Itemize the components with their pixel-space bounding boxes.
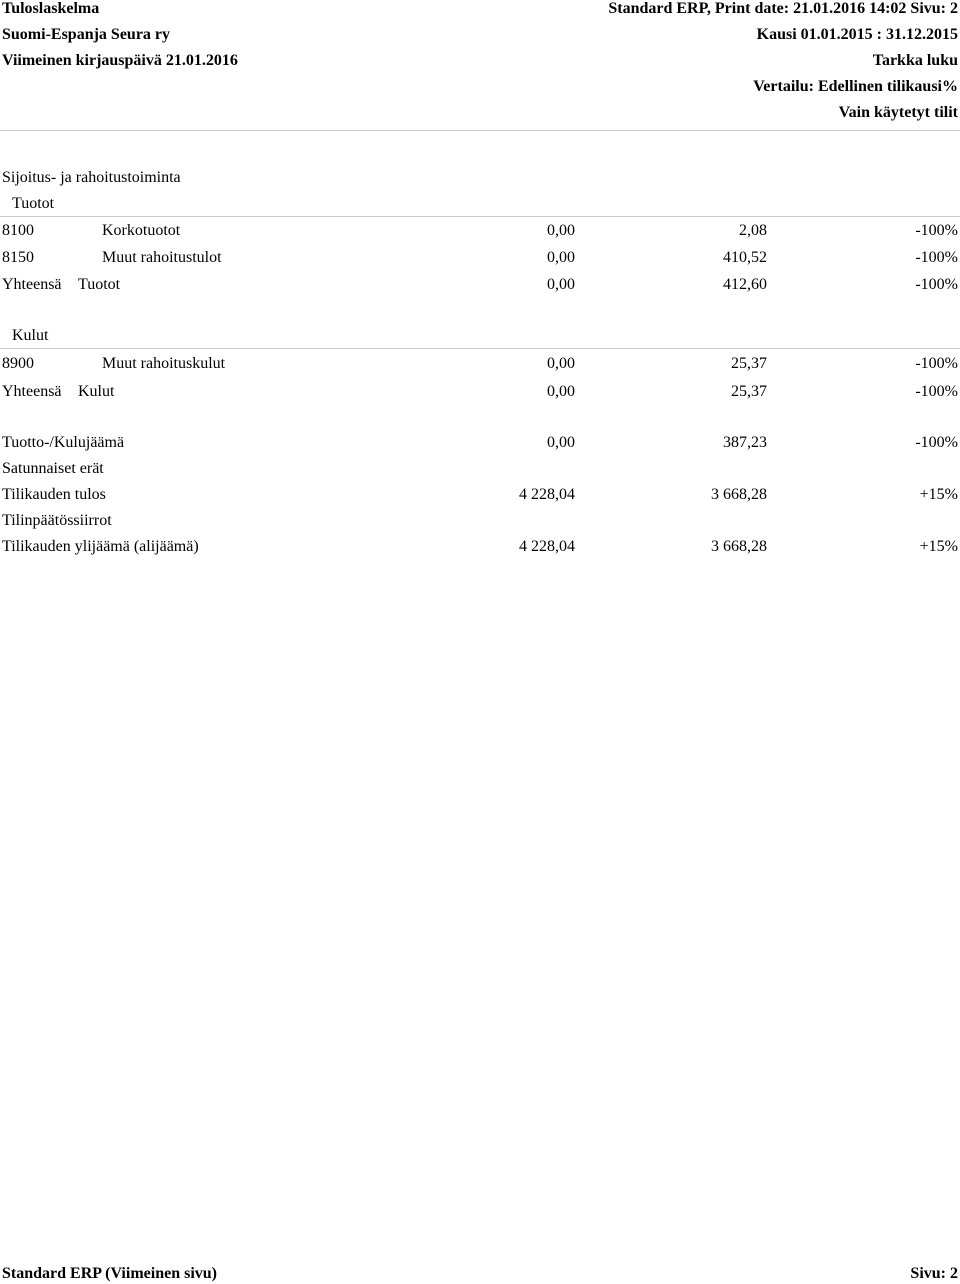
change-percent: -100%: [915, 222, 958, 239]
report-title: Tuloslaskelma: [2, 0, 100, 17]
summary-label: Tilinpäätössiirrot: [2, 512, 112, 529]
previous-value: 2,08: [739, 222, 767, 239]
expenses-divider: [0, 348, 960, 349]
account-name: Korkotuotot: [102, 222, 181, 239]
expenses-heading: Kulut: [12, 327, 49, 344]
total-label: Yhteensä: [2, 383, 62, 400]
total-change: -100%: [915, 276, 958, 293]
current-value: 0,00: [547, 249, 575, 266]
current-value: 0,00: [547, 355, 575, 372]
change-percent: -100%: [915, 249, 958, 266]
total-current: 0,00: [547, 276, 575, 293]
summary-label: Tilikauden ylijäämä (alijäämä): [2, 538, 199, 555]
previous-value: 410,52: [723, 249, 767, 266]
summary-previous: 387,23: [723, 434, 767, 451]
account-code: 8150: [2, 249, 34, 266]
total-previous: 25,37: [731, 383, 767, 400]
precision: Tarkka luku: [872, 52, 958, 69]
total-current: 0,00: [547, 383, 575, 400]
footer-page-number: Sivu: 2: [910, 1265, 958, 1282]
change-percent: -100%: [915, 355, 958, 372]
income-divider: [0, 216, 960, 217]
income-heading: Tuotot: [12, 195, 55, 212]
summary-previous: 3 668,28: [711, 486, 767, 503]
last-posting-date: Viimeinen kirjauspäivä 21.01.2016: [2, 52, 238, 69]
total-change: -100%: [915, 383, 958, 400]
header-divider: [0, 130, 960, 131]
print-info: Standard ERP, Print date: 21.01.2016 14:02 Sivu: 2: [608, 0, 958, 17]
summary-label: Satunnaiset erät: [2, 460, 104, 477]
previous-value: 25,37: [731, 355, 767, 372]
account-name: Muut rahoituskulut: [102, 355, 226, 372]
summary-change: -100%: [915, 434, 958, 451]
summary-label: Tilikauden tulos: [2, 486, 106, 503]
current-value: 0,00: [547, 222, 575, 239]
account-code: 8100: [2, 222, 34, 239]
summary-previous: 3 668,28: [711, 538, 767, 555]
footer-left: Standard ERP (Viimeinen sivu): [2, 1265, 217, 1282]
account-name: Muut rahoitustulot: [102, 249, 222, 266]
used-accounts-only: Vain käytetyt tilit: [838, 104, 958, 121]
comparison: Vertailu: Edellinen tilikausi%: [753, 78, 958, 95]
total-name: Tuotot: [78, 276, 121, 293]
summary-change: +15%: [919, 486, 958, 503]
company-name: Suomi-Espanja Seura ry: [2, 26, 171, 43]
total-label: Yhteensä: [2, 276, 62, 293]
account-code: 8900: [2, 355, 34, 372]
summary-change: +15%: [919, 538, 958, 555]
summary-current: 0,00: [547, 434, 575, 451]
summary-label: Tuotto-/Kulujäämä: [2, 434, 125, 451]
period: Kausi 01.01.2015 : 31.12.2015: [756, 26, 958, 43]
summary-current: 4 228,04: [519, 486, 575, 503]
summary-current: 4 228,04: [519, 538, 575, 555]
total-previous: 412,60: [723, 276, 767, 293]
total-name: Kulut: [78, 383, 115, 400]
section-title: Sijoitus- ja rahoitustoiminta: [2, 169, 181, 186]
